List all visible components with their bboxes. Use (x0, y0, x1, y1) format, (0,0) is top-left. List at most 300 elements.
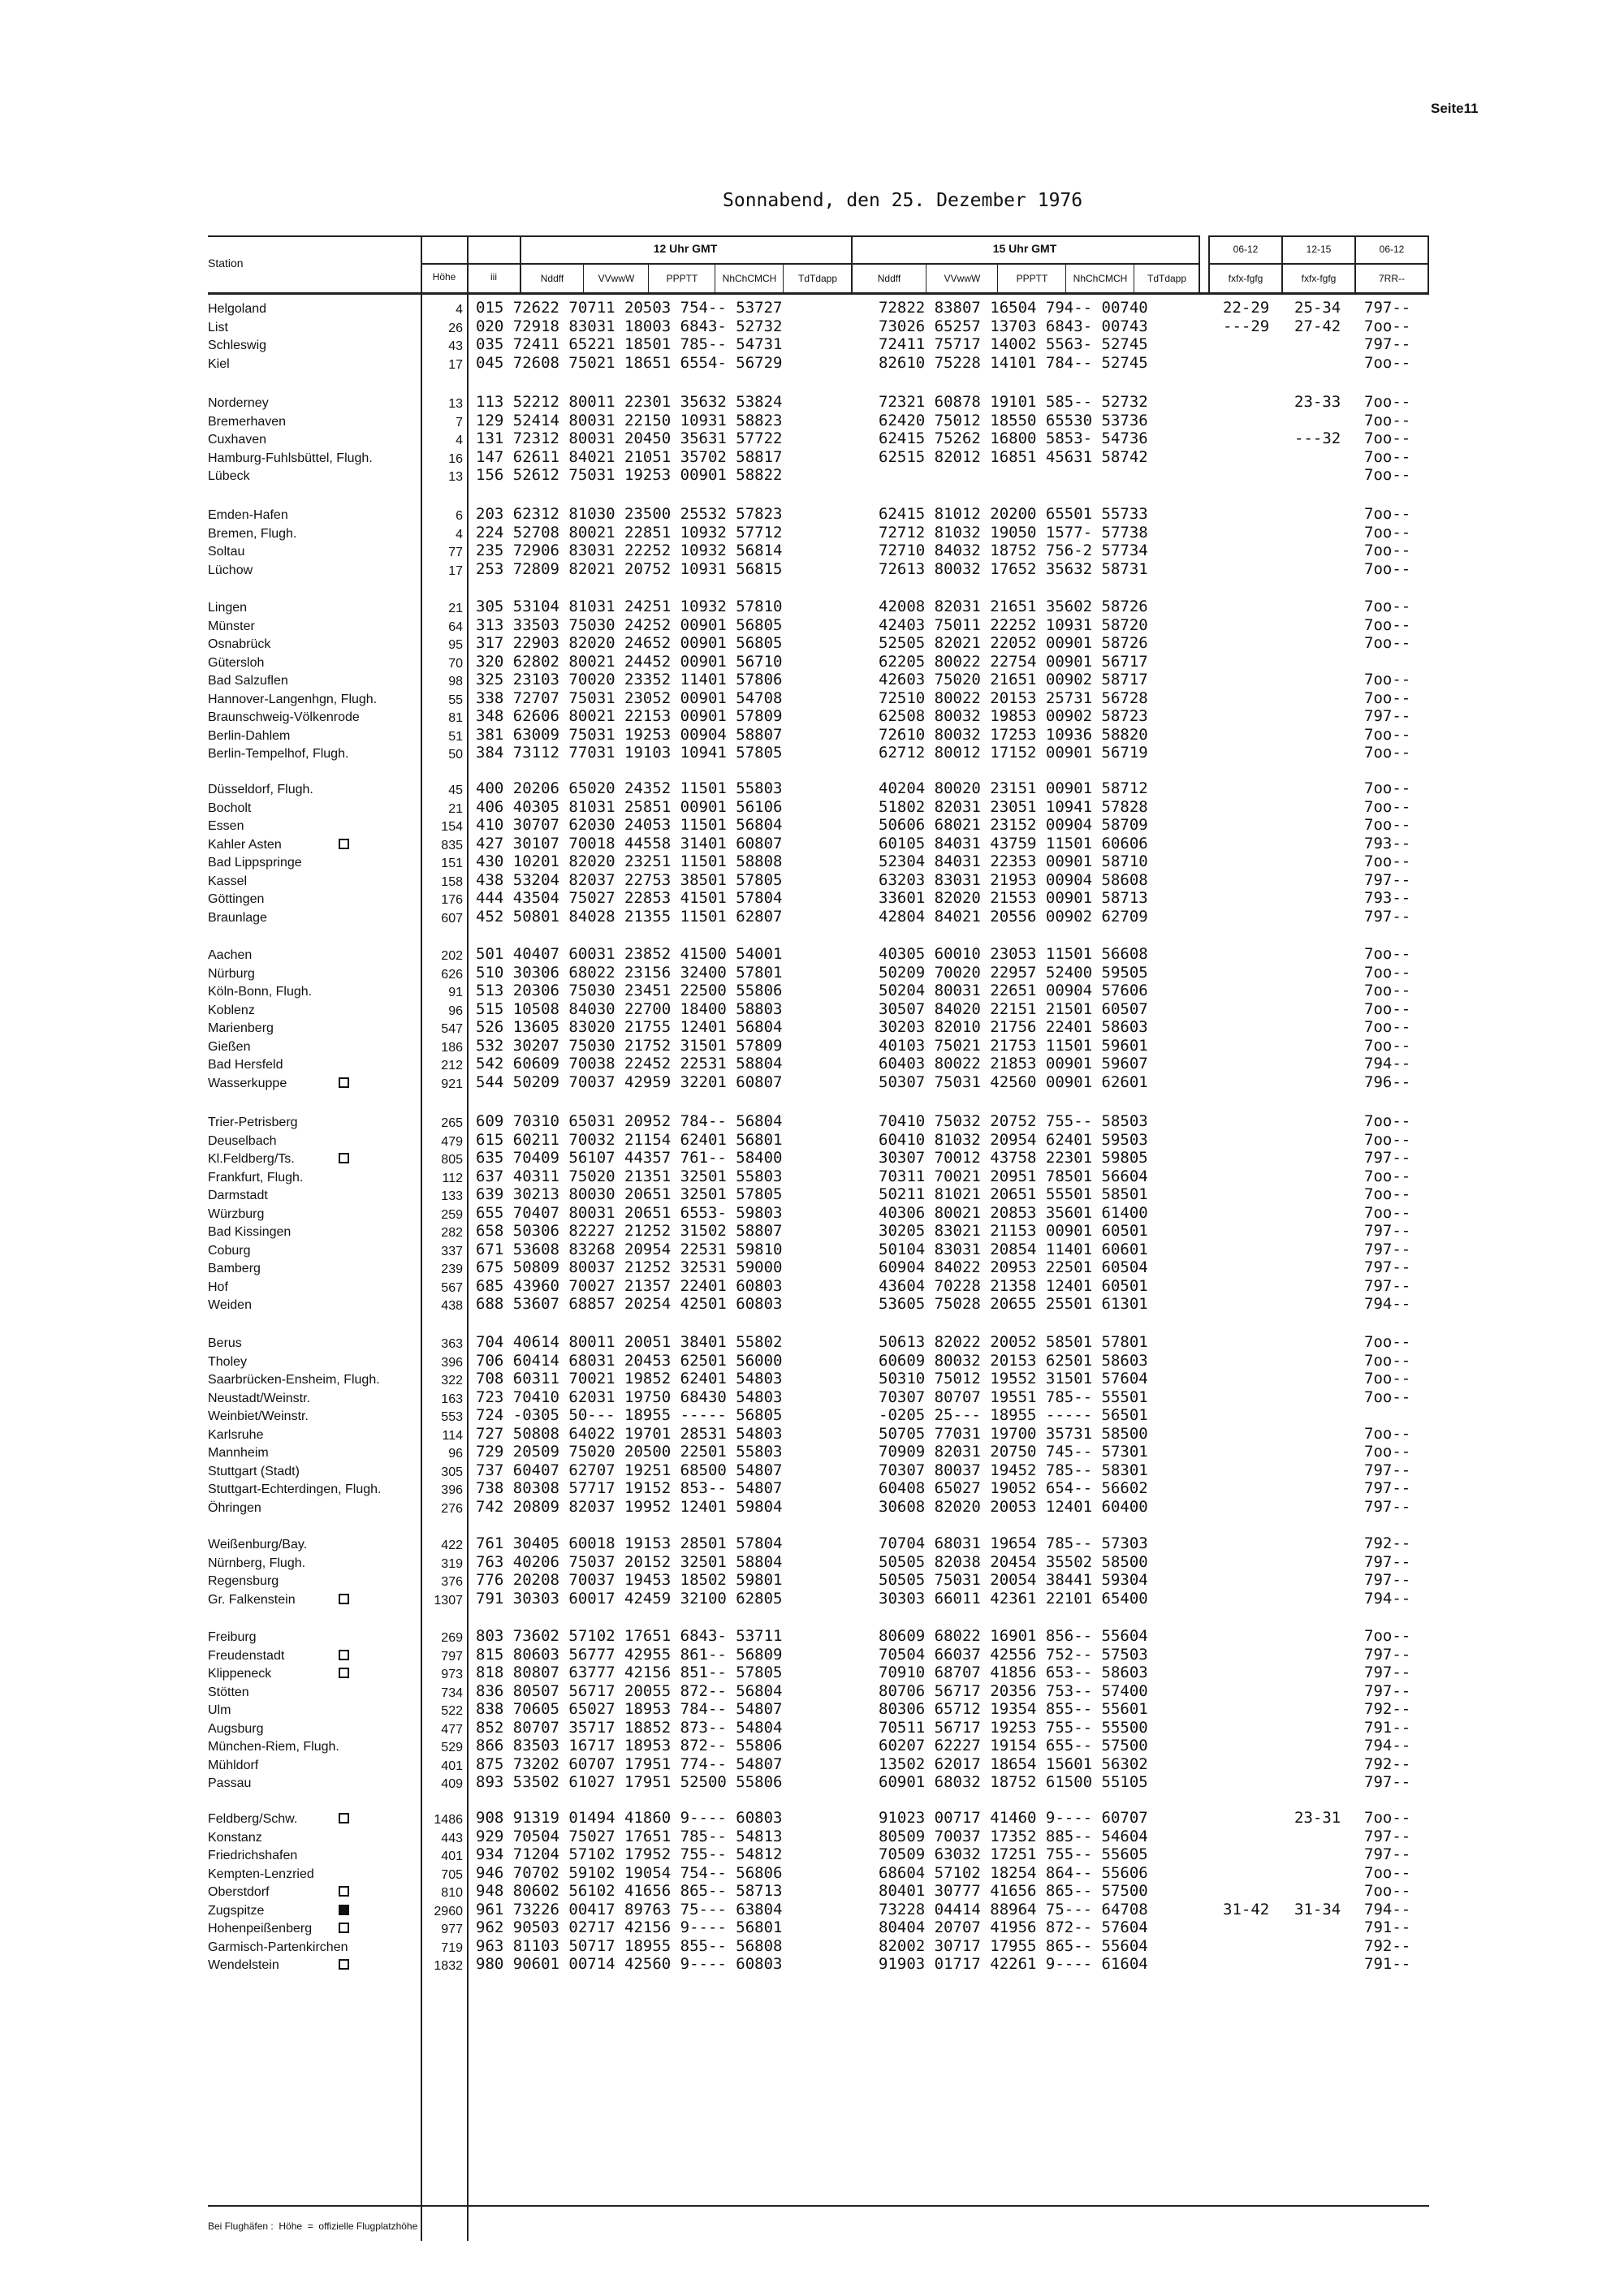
station-height: 479 (441, 1135, 463, 1149)
station-height: 401 (441, 1759, 463, 1773)
table-row (0, 1018, 1429, 1036)
obs-15-utc: 70307 80707 19551 785-- 55501 (879, 1388, 1148, 1406)
station-height: 973 (441, 1668, 463, 1681)
table-row (0, 1590, 1429, 1608)
station-height: 567 (441, 1281, 463, 1295)
precip-06-12: 797-- (1364, 1277, 1411, 1295)
table-row (0, 1773, 1429, 1791)
obs-12-utc: 147 62611 84021 21051 35702 58817 (476, 448, 783, 466)
table-row (0, 1901, 1429, 1918)
station-name: Coburg (208, 1244, 251, 1258)
filled-square-icon (339, 1905, 349, 1915)
gust-06-12: 22-29 (1223, 299, 1270, 317)
station-name: Berus (208, 1336, 242, 1350)
obs-12-utc: 444 43504 75027 22853 41501 57804 (476, 889, 783, 907)
obs-15-utc: 91023 00717 41460 9---- 60707 (879, 1809, 1148, 1827)
obs-12-utc: 875 73202 60707 17951 774-- 54807 (476, 1755, 783, 1773)
station-name: Osnabrück (208, 637, 271, 651)
table-row (0, 1352, 1429, 1370)
station-name: Soltau (208, 545, 245, 559)
station-height: 1307 (434, 1594, 463, 1608)
precip-06-12: 796-- (1364, 1073, 1411, 1091)
station-height: 422 (441, 1539, 463, 1552)
obs-15-utc: 82002 30717 17955 865-- 55604 (879, 1937, 1148, 1955)
obs-15-utc: 80404 20707 41956 872-- 57604 (879, 1918, 1148, 1936)
station-height: 401 (441, 1849, 463, 1863)
table-row (0, 412, 1429, 429)
table-row (0, 1882, 1429, 1900)
obs-15-utc: 13502 62017 18654 15601 56302 (879, 1755, 1148, 1773)
precip-06-12: 7oo-- (1364, 1000, 1411, 1018)
obs-12-utc: 685 43960 70027 21357 22401 60803 (476, 1277, 783, 1295)
open-square-icon (339, 1959, 349, 1970)
obs-12-utc: 501 40407 60031 23852 41500 54001 (476, 945, 783, 963)
station-height: 112 (442, 1172, 463, 1185)
obs-15-utc: 30303 66011 42361 22101 65400 (879, 1590, 1148, 1608)
obs-15-utc: 70509 63032 17251 755-- 55605 (879, 1845, 1148, 1863)
obs-15-utc: 30608 82020 20053 12401 60400 (879, 1498, 1148, 1516)
precip-06-12: 797-- (1364, 1498, 1411, 1516)
table-row (0, 448, 1429, 466)
obs-12-utc: 313 33503 75030 24252 00901 56805 (476, 616, 783, 634)
station-name: Essen (208, 819, 244, 833)
col-12-clouds: NhChCMCH (722, 273, 777, 284)
rule (208, 235, 1199, 237)
obs-15-utc: 68604 57102 18254 864-- 55606 (879, 1864, 1148, 1882)
table-row (0, 1809, 1429, 1827)
obs-12-utc: 317 22903 82020 24652 00901 56805 (476, 634, 783, 652)
station-height: 805 (441, 1153, 463, 1167)
precip-06-12: 7oo-- (1364, 412, 1411, 429)
obs-12-utc: 615 60211 70032 21154 62401 56801 (476, 1131, 783, 1149)
obs-15-utc: 73228 04414 88964 75--- 64708 (879, 1901, 1148, 1918)
station-height: 810 (441, 1886, 463, 1900)
obs-15-utc: 40305 60010 23053 11501 56608 (879, 945, 1148, 963)
precip-06-12: 7oo-- (1364, 964, 1411, 982)
precip-06-12: 794-- (1364, 1737, 1411, 1754)
obs-15-utc: 70511 56717 19253 755-- 55500 (879, 1719, 1148, 1737)
station-height: 13 (448, 397, 463, 411)
precip-06-12: 791-- (1364, 1719, 1411, 1737)
table-row (0, 1258, 1429, 1276)
precip-06-12: 7oo-- (1364, 354, 1411, 372)
station-name: Weißenburg/Bay. (208, 1538, 308, 1552)
precip-06-12: 7oo-- (1364, 816, 1411, 834)
station-name: Gütersloh (208, 656, 265, 670)
obs-12-utc: 635 70409 56107 44357 761-- 58400 (476, 1149, 783, 1167)
obs-12-utc: 724 -0305 50--- 18955 ----- 56805 (476, 1406, 783, 1424)
table-row (0, 1646, 1429, 1664)
station-name: Hamburg-Fuhlsbüttel, Flugh. (208, 451, 373, 465)
station-height: 202 (441, 949, 463, 963)
obs-12-utc: 761 30405 60018 19153 28501 57804 (476, 1534, 783, 1552)
obs-15-utc: 60410 81032 20954 62401 59503 (879, 1131, 1148, 1149)
table-row (0, 1828, 1429, 1845)
station-name: Weiden (208, 1298, 252, 1312)
obs-12-utc: 961 73226 00417 89763 75--- 63804 (476, 1901, 783, 1918)
precip-06-12: 792-- (1364, 1700, 1411, 1718)
obs-12-utc: 737 60407 62707 19251 68500 54807 (476, 1461, 783, 1479)
obs-12-utc: 515 10508 84030 22700 18400 58803 (476, 1000, 783, 1018)
obs-15-utc: 73026 65257 13703 6843- 00743 (879, 317, 1148, 335)
col-12-nddff: Nddff (540, 273, 564, 284)
station-name: Münster (208, 619, 255, 633)
obs-12-utc: 729 20509 75020 20500 22501 55803 (476, 1443, 783, 1461)
precip-06-12: 7oo-- (1364, 798, 1411, 816)
col-15-clouds: NhChCMCH (1073, 273, 1128, 284)
station-height: 276 (441, 1502, 463, 1516)
table-row (0, 1864, 1429, 1882)
station-name: Bamberg (208, 1262, 261, 1275)
station-name: Norderney (208, 396, 269, 410)
obs-12-utc: 639 30213 80030 20651 32501 57805 (476, 1185, 783, 1203)
obs-12-utc: 410 30707 62030 24053 11501 56804 (476, 816, 783, 834)
table-row (0, 393, 1429, 411)
gust-12-15: 25-34 (1294, 299, 1341, 317)
table-row (0, 1406, 1429, 1424)
obs-15-utc: 50204 80031 22651 00904 57606 (879, 982, 1148, 999)
table-row (0, 1937, 1429, 1955)
station-name: Berlin-Dahlem (208, 729, 291, 743)
precip-06-12: 7oo-- (1364, 429, 1411, 447)
station-height: 734 (441, 1686, 463, 1700)
rule (1199, 235, 1200, 294)
precip-06-12: 7oo-- (1364, 1204, 1411, 1222)
station-height: 21 (448, 602, 463, 615)
obs-15-utc: 42804 84021 20556 00902 62709 (879, 908, 1148, 926)
precip-06-12: 7oo-- (1364, 448, 1411, 466)
station-name: Mannheim (208, 1446, 269, 1460)
station-name: Kassel (208, 874, 248, 888)
table-row (0, 1737, 1429, 1754)
station-height: 21 (448, 802, 463, 816)
precip-06-12: 797-- (1364, 1664, 1411, 1681)
obs-12-utc: 400 20206 65020 24352 11501 55803 (476, 779, 783, 797)
obs-12-utc: 852 80707 35717 18852 873-- 54804 (476, 1719, 783, 1737)
gust-12-15: 23-31 (1294, 1809, 1341, 1827)
table-row (0, 1627, 1429, 1645)
table-row (0, 1149, 1429, 1167)
station-height: 259 (441, 1208, 463, 1222)
obs-12-utc: 738 80308 57717 19152 853-- 54807 (476, 1479, 783, 1497)
obs-12-utc: 452 50801 84028 21355 11501 62807 (476, 908, 783, 926)
station-height: 64 (448, 620, 463, 634)
gust-06-12: ---29 (1223, 317, 1270, 335)
station-height: 96 (448, 1447, 463, 1461)
rule (1208, 235, 1429, 237)
col-12-tdtdapp: TdTdapp (797, 273, 838, 284)
obs-15-utc: 50613 82022 20052 58501 57801 (879, 1333, 1148, 1351)
obs-15-utc: 50606 68021 23152 00904 58709 (879, 816, 1148, 834)
station-name: Bad Hersfeld (208, 1058, 283, 1072)
station-name: Nürnberg, Flugh. (208, 1556, 306, 1570)
precip-06-12: 7oo-- (1364, 393, 1411, 411)
obs-15-utc: 62205 80022 22754 00901 56717 (879, 653, 1148, 671)
open-square-icon (339, 839, 349, 849)
station-height: 1832 (434, 1959, 463, 1973)
table-row (0, 889, 1429, 907)
obs-12-utc: 430 10201 82020 23251 11501 58808 (476, 852, 783, 870)
r1-bot-header: fxfx-fgfg (1228, 273, 1263, 284)
station-height: 1486 (434, 1813, 463, 1827)
table-row (0, 671, 1429, 688)
station-height: 186 (441, 1041, 463, 1055)
precip-06-12: 792-- (1364, 1755, 1411, 1773)
table-row (0, 524, 1429, 542)
obs-12-utc: 791 30303 60017 42459 32100 62805 (476, 1590, 783, 1608)
obs-12-utc: 015 72622 70711 20503 754-- 53727 (476, 299, 783, 317)
station-height: 133 (441, 1189, 463, 1203)
precip-06-12: 794-- (1364, 1055, 1411, 1072)
station-name: Bremerhaven (208, 415, 287, 429)
station-name: Wasserkuppe (208, 1077, 287, 1090)
station-height: 13 (448, 470, 463, 484)
station-name: Köln-Bonn, Flugh. (208, 985, 313, 999)
station-name: Bad Kissingen (208, 1225, 292, 1239)
table-row (0, 945, 1429, 963)
table-row (0, 964, 1429, 982)
obs-15-utc: 72610 80032 17253 10936 58820 (879, 726, 1148, 744)
station-name: Bad Lippspringe (208, 856, 302, 870)
table-row (0, 354, 1429, 372)
obs-12-utc: 934 71204 57102 17952 755-- 54812 (476, 1845, 783, 1863)
table-row (0, 835, 1429, 852)
station-name: Hannover-Langenhgn, Flugh. (208, 693, 378, 706)
precip-06-12: 7oo-- (1364, 1809, 1411, 1827)
station-header: Station (208, 257, 244, 270)
table-row (0, 466, 1429, 484)
table-row (0, 1333, 1429, 1351)
precip-06-12: 7oo-- (1364, 317, 1411, 335)
rule (1427, 235, 1429, 294)
rule (1065, 263, 1066, 294)
table-row (0, 542, 1429, 559)
obs-12-utc: 542 60609 70038 22452 22531 58804 (476, 1055, 783, 1072)
r3-bot-header: 7RR-- (1379, 273, 1405, 284)
precip-06-12: 797-- (1364, 299, 1411, 317)
station-name: Würzburg (208, 1207, 265, 1221)
open-square-icon (339, 1594, 349, 1604)
table-row (0, 798, 1429, 816)
open-square-icon (339, 1077, 349, 1088)
obs-12-utc: 742 20809 82037 19952 12401 59804 (476, 1498, 783, 1516)
precip-06-12: 797-- (1364, 1828, 1411, 1845)
station-name: Neustadt/Weinstr. (208, 1392, 310, 1405)
obs-15-utc: 80401 30777 41656 865-- 57500 (879, 1882, 1148, 1900)
station-name: Augsburg (208, 1722, 264, 1736)
table-row (0, 871, 1429, 889)
obs-12-utc: 320 62802 80021 24452 00901 56710 (476, 653, 783, 671)
table-row (0, 689, 1429, 707)
gust-12-15: 23-33 (1294, 393, 1341, 411)
table-row (0, 1277, 1429, 1295)
obs-15-utc: 70909 82031 20750 745-- 57301 (879, 1443, 1148, 1461)
obs-15-utc: 62420 75012 18550 65530 53736 (879, 412, 1148, 429)
station-name: Karlsruhe (208, 1428, 264, 1442)
precip-06-12: 7oo-- (1364, 616, 1411, 634)
station-name: Marienberg (208, 1021, 274, 1035)
obs-12-utc: 908 91319 01494 41860 9---- 60803 (476, 1809, 783, 1827)
precip-06-12: 7oo-- (1364, 466, 1411, 484)
station-name: Kahler Asten (208, 838, 282, 852)
rule (783, 263, 784, 294)
obs-15-utc: 60609 80032 20153 62501 58603 (879, 1352, 1148, 1370)
station-height: 835 (441, 839, 463, 852)
table-row (0, 1755, 1429, 1773)
obs-15-utc: 70704 68031 19654 785-- 57303 (879, 1534, 1148, 1552)
gust-06-12: 31-42 (1223, 1901, 1270, 1918)
obs-15-utc: 82610 75228 14101 784-- 52745 (879, 354, 1148, 372)
station-name: Braunschweig-Völkenrode (208, 710, 360, 724)
obs-15-utc: 52505 82021 22052 00901 58726 (879, 634, 1148, 652)
station-height: 2960 (434, 1905, 463, 1918)
station-name: Klippeneck (208, 1667, 272, 1681)
station-height: 265 (441, 1116, 463, 1130)
table-row (0, 1553, 1429, 1571)
table-row (0, 1131, 1429, 1149)
station-height: 96 (448, 1004, 463, 1018)
table-row (0, 726, 1429, 744)
open-square-icon (339, 1153, 349, 1163)
station-height: 77 (448, 546, 463, 559)
station-name: Koblenz (208, 1003, 255, 1017)
station-height: 921 (441, 1077, 463, 1091)
obs-12-utc: 929 70504 75027 17651 785-- 54813 (476, 1828, 783, 1845)
obs-12-utc: 526 13605 83020 21755 12401 56804 (476, 1018, 783, 1036)
obs-15-utc: 60901 68032 18752 61500 55105 (879, 1773, 1148, 1791)
station-height: 17 (448, 564, 463, 578)
obs-12-utc: 020 72918 83031 18003 6843- 52732 (476, 317, 783, 335)
obs-12-utc: 035 72411 65221 18501 785-- 54731 (476, 335, 783, 353)
station-name: Lingen (208, 601, 248, 615)
obs-12-utc: 338 72707 75031 23052 00901 54708 (476, 689, 783, 707)
table-row (0, 1534, 1429, 1552)
station-name: Passau (208, 1776, 252, 1790)
obs-12-utc: 727 50808 64022 19701 28531 54803 (476, 1425, 783, 1443)
station-height: 158 (441, 875, 463, 889)
obs-12-utc: 532 30207 75030 21752 31501 57809 (476, 1037, 783, 1055)
station-name: Deuselbach (208, 1134, 277, 1148)
obs-12-utc: 348 62606 80021 22153 00901 57809 (476, 707, 783, 725)
station-height: 363 (441, 1337, 463, 1351)
precip-06-12: 797-- (1364, 1241, 1411, 1258)
table-row (0, 1498, 1429, 1516)
table-row (0, 1425, 1429, 1443)
obs-12-utc: 818 80807 63777 42156 851-- 57805 (476, 1664, 783, 1681)
precip-06-12: 7oo-- (1364, 1425, 1411, 1443)
precip-06-12: 797-- (1364, 1773, 1411, 1791)
station-height: 282 (441, 1226, 463, 1240)
gust-12-15: 27-42 (1294, 317, 1341, 335)
open-square-icon (339, 1813, 349, 1823)
station-name: Kl.Feldberg/Ts. (208, 1152, 295, 1166)
obs-15-utc: 62415 81012 20200 65501 55733 (879, 505, 1148, 523)
station-height: 114 (442, 1429, 463, 1443)
station-height: 396 (441, 1483, 463, 1497)
station-height: 212 (441, 1059, 463, 1072)
obs-15-utc: 70307 80037 19452 785-- 58301 (879, 1461, 1148, 1479)
table-row (0, 908, 1429, 926)
obs-15-utc: 42603 75020 21651 00902 58717 (879, 671, 1148, 688)
obs-15-utc: 70311 70021 20951 78501 56604 (879, 1167, 1148, 1185)
rule (208, 2205, 1429, 2207)
obs-12-utc: 866 83503 16717 18953 872-- 55806 (476, 1737, 783, 1754)
station-name: Bremen, Flugh. (208, 527, 297, 541)
obs-15-utc: 72822 83807 16504 794-- 00740 (879, 299, 1148, 317)
precip-06-12: 7oo-- (1364, 1167, 1411, 1185)
station-name: Nürburg (208, 967, 255, 981)
table-row (0, 1461, 1429, 1479)
table-row (0, 634, 1429, 652)
station-name: Kempten-Lenzried (208, 1867, 314, 1881)
station-name: Stuttgart-Echterdingen, Flugh. (208, 1482, 382, 1496)
obs-15-utc: 30205 83021 21153 00901 60501 (879, 1222, 1148, 1240)
obs-12-utc: 113 52212 80011 22301 35632 53824 (476, 393, 783, 411)
precip-06-12: 7oo-- (1364, 1627, 1411, 1645)
obs-12-utc: 980 90601 00714 42560 9---- 60803 (476, 1955, 783, 1973)
precip-06-12: 792-- (1364, 1937, 1411, 1955)
precip-06-12: 797-- (1364, 1258, 1411, 1276)
rule (421, 263, 1199, 265)
obs-15-utc: 43604 70228 21358 12401 60501 (879, 1277, 1148, 1295)
obs-12-utc: 803 73602 57102 17651 6843- 53711 (476, 1627, 783, 1645)
precip-06-12: 794-- (1364, 1295, 1411, 1313)
table-row (0, 1479, 1429, 1497)
station-name: Tholey (208, 1355, 248, 1369)
precip-06-12: 791-- (1364, 1918, 1411, 1936)
obs-15-utc: 70410 75032 20752 755-- 58503 (879, 1112, 1148, 1130)
station-height: 4 (456, 434, 463, 447)
obs-15-utc: -0205 25--- 18955 ----- 56501 (879, 1406, 1148, 1424)
obs-12-utc: 131 72312 80031 20450 35631 57722 (476, 429, 783, 447)
obs-12-utc: 963 81103 50717 18955 855-- 56808 (476, 1937, 783, 1955)
obs-12-utc: 513 20306 75030 23451 22500 55806 (476, 982, 783, 999)
obs-15-utc: 30507 84020 22151 21501 60507 (879, 1000, 1148, 1018)
station-name: Düsseldorf, Flugh. (208, 783, 313, 796)
obs-12-utc: 671 53608 83268 20954 22531 59810 (476, 1241, 783, 1258)
station-name: Mühldorf (208, 1759, 259, 1772)
station-height: 269 (441, 1631, 463, 1645)
obs-15-utc: 62712 80012 17152 00901 56719 (879, 744, 1148, 762)
obs-12-utc: 045 72608 75021 18651 6554- 56729 (476, 354, 783, 372)
obs-12-utc: 438 53204 82037 22753 38501 57805 (476, 871, 783, 889)
precip-06-12: 7oo-- (1364, 1443, 1411, 1461)
station-height: 4 (456, 303, 463, 317)
station-height: 4 (456, 528, 463, 542)
obs-15-utc: 72710 84032 18752 756-2 57734 (879, 542, 1148, 559)
obs-15-utc: 60105 84031 43759 11501 60606 (879, 835, 1148, 852)
precip-06-12: 797-- (1364, 1149, 1411, 1167)
station-height: 337 (441, 1245, 463, 1258)
open-square-icon (339, 1650, 349, 1660)
station-height: 409 (441, 1777, 463, 1791)
table-row (0, 1664, 1429, 1681)
precip-06-12: 7oo-- (1364, 1131, 1411, 1149)
precip-06-12: 797-- (1364, 908, 1411, 926)
precip-06-12: 7oo-- (1364, 1037, 1411, 1055)
station-height: 626 (441, 968, 463, 982)
station-height: 91 (448, 986, 463, 999)
group-12-header: 12 Uhr GMT (653, 242, 718, 255)
station-name: Regensburg (208, 1574, 279, 1588)
obs-15-utc: 50505 75031 20054 38441 59304 (879, 1571, 1148, 1589)
table-row (0, 1845, 1429, 1863)
footnote: Bei Flughäfen : Höhe = offizielle Flugplatzhöhe (208, 2220, 418, 2232)
precip-06-12: 797-- (1364, 707, 1411, 725)
obs-15-utc: 80706 56717 20356 753-- 57400 (879, 1682, 1148, 1700)
station-name: Freudenstadt (208, 1649, 285, 1663)
station-height: 50 (448, 748, 463, 762)
